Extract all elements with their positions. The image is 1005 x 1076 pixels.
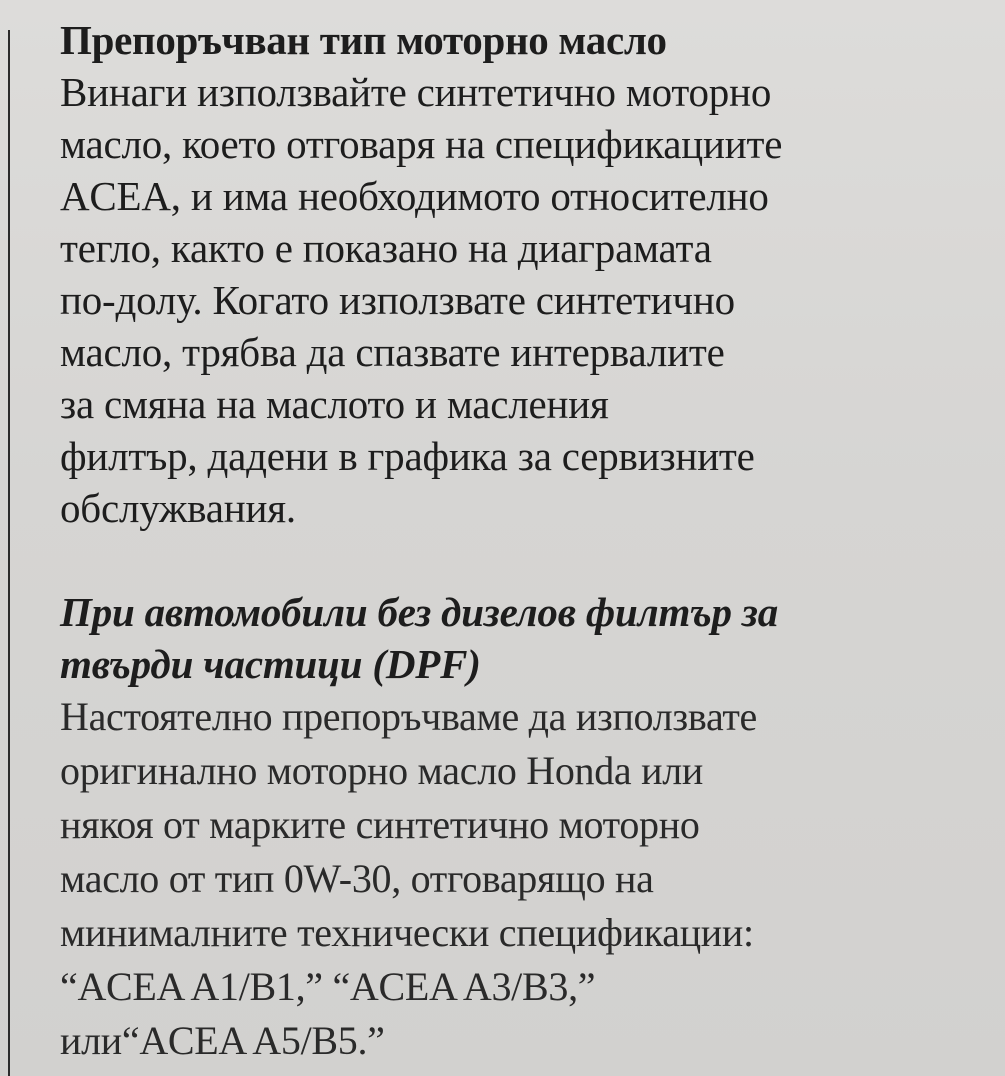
section-heading-recommended-oil: Препоръчван тип моторно масло bbox=[60, 17, 667, 63]
page-content bbox=[60, 14, 960, 1068]
text-line: тегло, както е показано на диаграмата bbox=[60, 225, 712, 271]
text-line: Настоятелно препоръчваме да използвате bbox=[60, 694, 757, 739]
text-line: оригинално моторно масло Honda или bbox=[60, 748, 703, 793]
heading-line: При автомобили без дизелов филтър за bbox=[60, 589, 779, 635]
text-line: Винаги използвайте синтетично моторно bbox=[60, 69, 772, 115]
text-line: масло, трябва да спазвате интервалите bbox=[60, 329, 725, 375]
paragraph-honda-oil bbox=[60, 690, 960, 1068]
section-spacer bbox=[60, 534, 960, 586]
text-line: филтър, дадени в графика за сервизните bbox=[60, 433, 755, 479]
text-line: масло, което отговаря на спецификациите bbox=[60, 121, 783, 167]
text-line: някоя от марките синтетично моторно bbox=[60, 802, 700, 847]
text-line: обслужвания. bbox=[60, 485, 296, 531]
text-line: масло от тип 0W-30, отговарящо на bbox=[60, 856, 654, 901]
left-margin-rule bbox=[8, 30, 10, 1076]
text-line: ACEA, и има необходимото относително bbox=[60, 173, 769, 219]
heading-line: твърди частици (DPF) bbox=[60, 641, 481, 687]
text-line: по-долу. Когато използвате синтетично bbox=[60, 277, 735, 323]
text-line: “ACEA A1/B1,” “ACEA A3/B3,” bbox=[60, 964, 596, 1009]
paragraph-oil-recommendation bbox=[60, 66, 960, 534]
text-line: минималните технически спецификации: bbox=[60, 910, 754, 955]
section-heading-no-dpf bbox=[60, 586, 960, 690]
text-line: за смяна на маслото и масления bbox=[60, 381, 609, 427]
text-line: или“ACEA A5/B5.” bbox=[60, 1018, 385, 1063]
